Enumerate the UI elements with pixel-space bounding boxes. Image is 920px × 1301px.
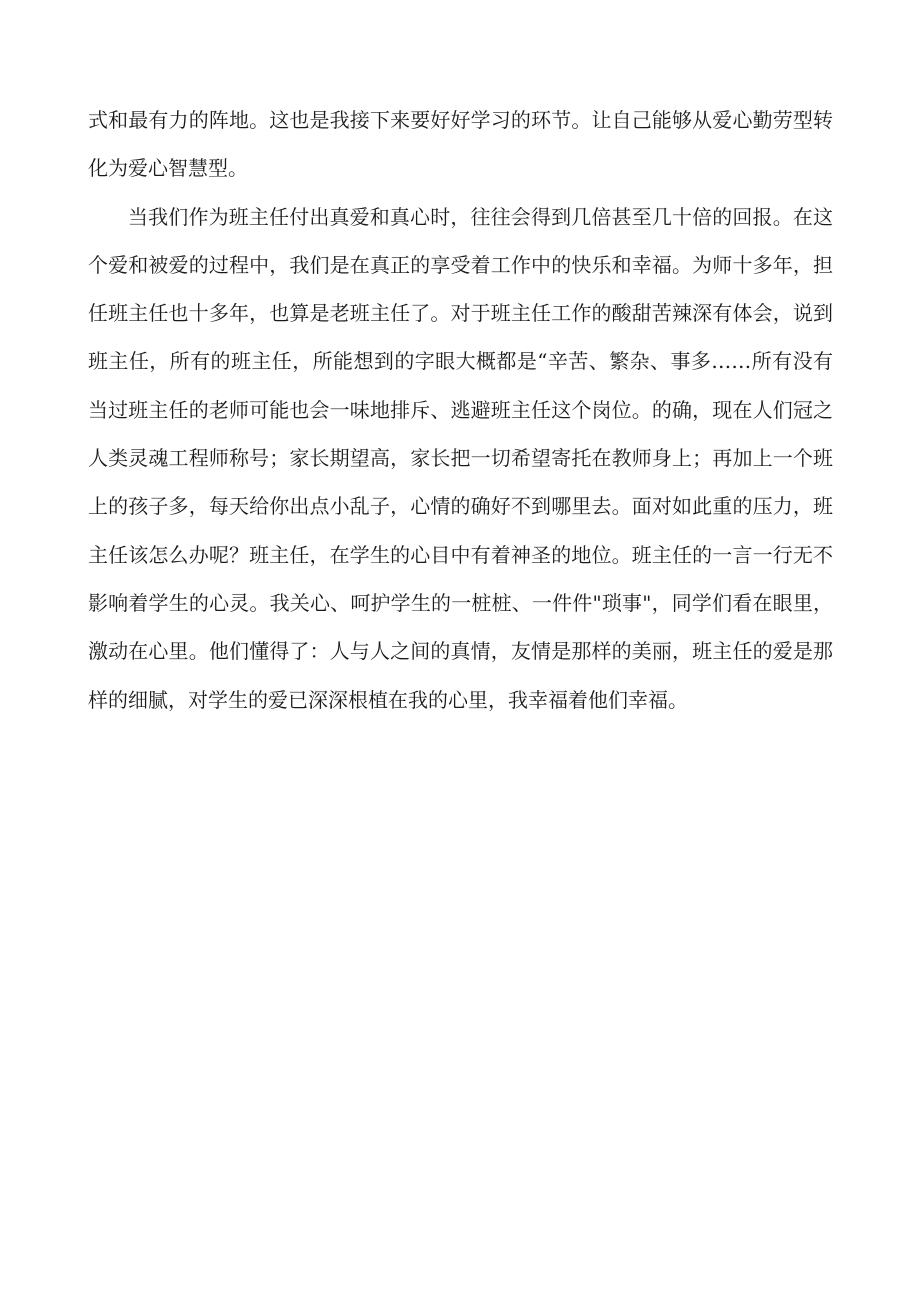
document-body [88, 96, 833, 724]
paragraph-class-teacher-love: 当我们作为班主任付出真爱和真心时，往往会得到几倍甚至几十倍的回报。在这个爱和被爱的过程中，我们是在真正的享受着工作中的快乐和幸福。为师十多年，担任班主任也十多年，也算是老班主任了。对于班主任工作的酸甜苦辣深有体会，说到班主任，所有的班主任，所能想到的字眼大概都是“辛苦、繁杂、事多……所有没有当过班主任的老师可能也会一味地排斥、逃避班主任这个岗位。的确，现在人们冠之人类灵魂工程师称号；家长期望高，家长把一切希望寄托在教师身上；再加上一个班上的孩子多，每天给你出点小乱子，心情的确好不到哪里去。面对如此重的压力，班主任该怎么办呢？班主任，在学生的心目中有着神圣的地位。班主任的一言一行无不影响着学生的心灵。我关心、呵护学生的一桩桩、一件件"琐事"，同学们看在眼里，激动在心里。他们懂得了：人与人之间的真情，友情是那样的美丽，班主任的爱是那样的细腻，对学生的爱已深深根植在我的心里，我幸福着他们幸福。 [88, 204, 833, 712]
paragraph-continuation: 式和最有力的阵地。这也是我接下来要好好学习的环节。让自己能够从爱心勤劳型转化为爱心智慧型。 [88, 108, 833, 181]
